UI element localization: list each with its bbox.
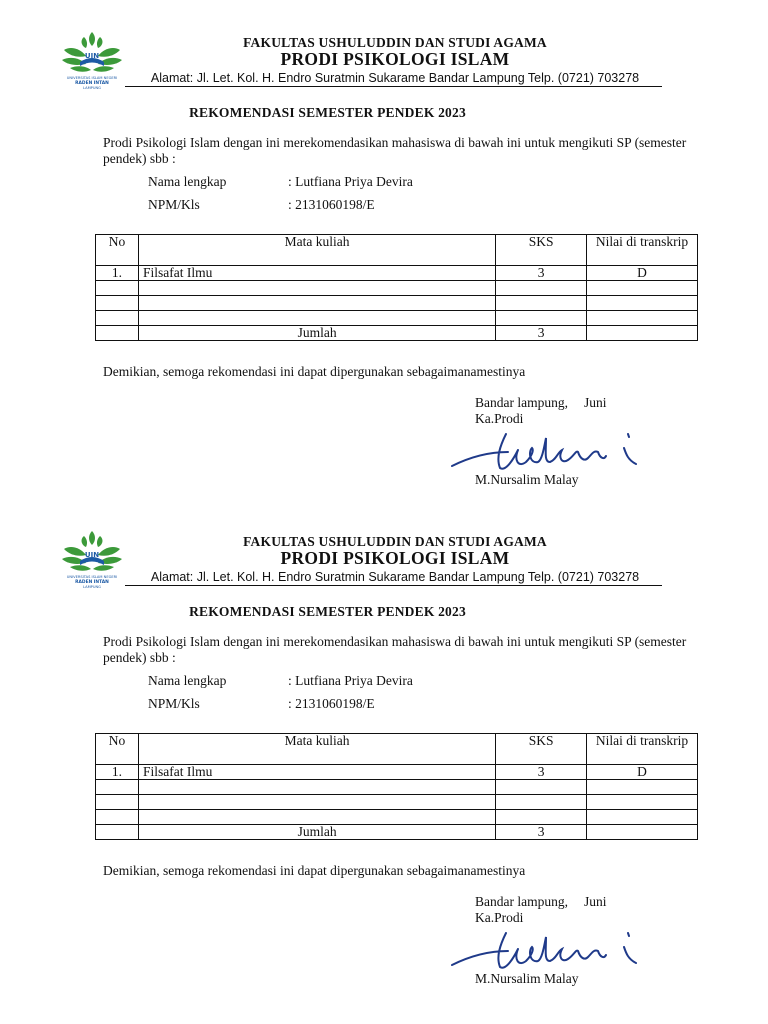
cell-no: 1. — [96, 266, 139, 281]
faculty-name: FAKULTAS USHULUDDIN DAN STUDI AGAMA — [243, 35, 547, 50]
field-value: : Lutfiana Priya Devira — [288, 174, 413, 189]
cell-course — [138, 795, 495, 810]
table-header-row — [96, 235, 698, 266]
signer-role: Ka.Prodi — [475, 411, 524, 426]
cell-grade: D — [587, 765, 698, 780]
total-sks: 3 — [496, 326, 587, 341]
cell-no: 1. — [96, 765, 139, 780]
signature-place: Bandar lampung, — [475, 395, 568, 410]
cell-grade — [587, 296, 698, 311]
table-row — [96, 311, 698, 326]
table-row — [96, 296, 698, 311]
cell-sks: 3 — [496, 765, 587, 780]
total-label: Jumlah — [138, 825, 495, 840]
cell-course — [138, 296, 495, 311]
cell-sks — [496, 311, 587, 326]
cell-course — [138, 780, 495, 795]
svg-text:RADEN INTAN: RADEN INTAN — [75, 81, 109, 86]
cell-sks — [496, 296, 587, 311]
svg-text:LAMPUNG: LAMPUNG — [83, 585, 101, 589]
program-name: PRODI PSIKOLOGI ISLAM — [280, 548, 510, 568]
cell-grade — [587, 825, 698, 840]
cell-grade — [587, 795, 698, 810]
cell-no — [96, 825, 139, 840]
cell-sks — [496, 795, 587, 810]
table-total-row — [96, 326, 698, 341]
header-course: Mata kuliah — [138, 734, 495, 765]
table-row — [96, 266, 698, 281]
svg-text:RADEN INTAN: RADEN INTAN — [75, 580, 109, 585]
signer-name: M.Nursalim Malay — [475, 971, 579, 986]
intro-paragraph: Prodi Psikologi Islam dengan ini merekomendasikan mahasiswa di bawah ini untuk mengikuti SP (semester pendek) sbb : — [103, 634, 687, 665]
field-npm-class — [148, 197, 375, 213]
cell-grade — [587, 326, 698, 341]
cell-grade — [587, 810, 698, 825]
header-no: No — [96, 734, 139, 765]
cell-no — [96, 795, 139, 810]
header-no: No — [96, 235, 139, 266]
cell-grade — [587, 281, 698, 296]
table-row — [96, 281, 698, 296]
university-logo-icon — [60, 527, 124, 593]
table-total-row — [96, 825, 698, 840]
signature-month: Juni — [583, 894, 607, 909]
cell-grade — [587, 311, 698, 326]
course-table — [95, 733, 698, 840]
field-full-name — [148, 673, 413, 689]
field-value: : 2131060198/E — [288, 696, 375, 711]
faculty-name: FAKULTAS USHULUDDIN DAN STUDI AGAMA — [243, 534, 547, 549]
header-divider — [125, 585, 662, 586]
cell-course — [138, 311, 495, 326]
closing-statement: Demikian, semoga rekomendasi ini dapat dipergunakan sebagaimanamestinya — [103, 863, 526, 878]
program-name: PRODI PSIKOLOGI ISLAM — [280, 49, 510, 69]
address: Alamat: Jl. Let. Kol. H. Endro Suratmin Sukarame Bandar Lampung Telp. (0721) 703278 — [150, 570, 640, 584]
signature-place: Bandar lampung, — [475, 894, 568, 909]
field-full-name — [148, 174, 413, 190]
cell-course — [138, 810, 495, 825]
field-label: NPM/Kls — [148, 197, 200, 212]
cell-no — [96, 296, 139, 311]
table-row — [96, 780, 698, 795]
svg-text:UNIVERSITAS ISLAM NEGERI: UNIVERSITAS ISLAM NEGERI — [66, 575, 118, 579]
field-npm-class — [148, 696, 375, 712]
cell-sks: 3 — [496, 266, 587, 281]
field-label: NPM/Kls — [148, 696, 200, 711]
cell-sks — [496, 780, 587, 795]
total-sks: 3 — [496, 825, 587, 840]
document-title: REKOMENDASI SEMESTER PENDEK 2023 — [189, 105, 466, 120]
svg-text:UNIVERSITAS ISLAM NEGERI: UNIVERSITAS ISLAM NEGERI — [66, 76, 118, 80]
cell-grade — [587, 780, 698, 795]
cell-sks — [496, 281, 587, 296]
field-value: : 2131060198/E — [288, 197, 375, 212]
handwritten-signature-icon — [448, 927, 648, 975]
document-title: REKOMENDASI SEMESTER PENDEK 2023 — [189, 604, 466, 619]
cell-course: Filsafat Ilmu — [138, 765, 495, 780]
intro-paragraph: Prodi Psikologi Islam dengan ini merekomendasikan mahasiswa di bawah ini untuk mengikuti SP (semester pendek) sbb : — [103, 135, 687, 166]
handwritten-signature-icon — [448, 428, 648, 476]
svg-text:LAMPUNG: LAMPUNG — [83, 86, 101, 90]
svg-text:UIN: UIN — [84, 52, 100, 60]
svg-text:UIN: UIN — [84, 551, 100, 559]
table-row — [96, 795, 698, 810]
cell-course: Filsafat Ilmu — [138, 266, 495, 281]
header-grade: Nilai di transkrip — [587, 235, 698, 266]
university-logo-icon — [60, 28, 124, 94]
signature-place-date — [475, 894, 607, 910]
header-sks: SKS — [496, 734, 587, 765]
table-header-row — [96, 734, 698, 765]
cell-no — [96, 810, 139, 825]
cell-sks — [496, 810, 587, 825]
field-label: Nama lengkap — [148, 174, 227, 189]
header-divider — [125, 86, 662, 87]
cell-grade: D — [587, 266, 698, 281]
header-course: Mata kuliah — [138, 235, 495, 266]
letter-2 — [0, 499, 768, 999]
table-row — [96, 810, 698, 825]
signer-name: M.Nursalim Malay — [475, 472, 579, 487]
cell-course — [138, 281, 495, 296]
header-grade: Nilai di transkrip — [587, 734, 698, 765]
field-label: Nama lengkap — [148, 673, 227, 688]
field-value: : Lutfiana Priya Devira — [288, 673, 413, 688]
address: Alamat: Jl. Let. Kol. H. Endro Suratmin Sukarame Bandar Lampung Telp. (0721) 703278 — [150, 71, 640, 85]
closing-statement: Demikian, semoga rekomendasi ini dapat dipergunakan sebagaimanamestinya — [103, 364, 526, 379]
signature-month: Juni — [583, 395, 607, 410]
signature-place-date — [475, 395, 607, 411]
signer-role: Ka.Prodi — [475, 910, 524, 925]
course-table — [95, 234, 698, 341]
letter-1 — [0, 0, 768, 500]
cell-no — [96, 311, 139, 326]
total-label: Jumlah — [138, 326, 495, 341]
cell-no — [96, 326, 139, 341]
header-sks: SKS — [496, 235, 587, 266]
cell-no — [96, 780, 139, 795]
cell-no — [96, 281, 139, 296]
table-row — [96, 765, 698, 780]
